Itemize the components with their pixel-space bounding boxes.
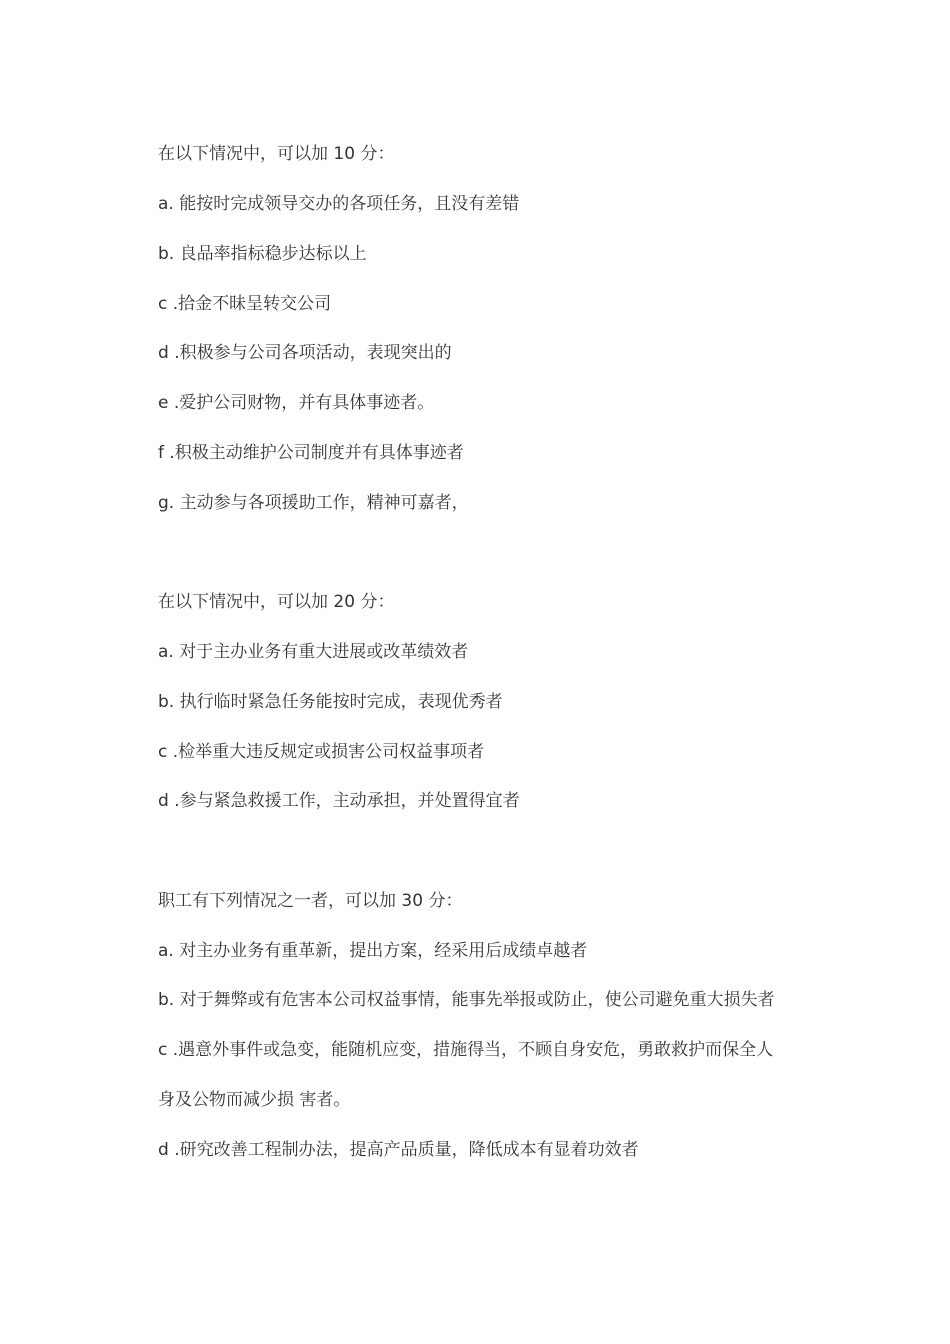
list-item: g. 主动参与各项援助工作，精神可嘉者， (158, 493, 469, 513)
list-item: a. 对于主办业务有重大进展或改革绩效者 (158, 642, 469, 662)
list-item: f .积极主动维护公司制度并有具体事迹者 (158, 443, 464, 463)
list-item: a. 能按时完成领导交办的各项任务，且没有差错 (158, 194, 520, 214)
list-item: b. 良品率指标稳步达标以上 (158, 244, 367, 264)
list-item: b. 对于舞弊或有危害本公司权益事情，能事先举报或防止，使公司避免重大损失者 (158, 990, 775, 1010)
list-item: c .检举重大违反规定或损害公司权益事项者 (158, 742, 485, 762)
list-item: d .参与紧急救援工作，主动承担，并处置得宜者 (158, 791, 520, 811)
list-item: c .遇意外事件或急变，能随机应变，措施得当，不顾自身安危，勇敢救护而保全人 (158, 1040, 774, 1060)
list-item: b. 执行临时紧急任务能按时完成，表现优秀者 (158, 692, 503, 712)
section-heading-20-points: 在以下情况中，可以加 20 分： (158, 592, 395, 612)
list-item: c .拾金不昧呈转交公司 (158, 294, 332, 314)
list-item: d .研究改善工程制办法，提高产品质量，降低成本有显着功效者 (158, 1140, 639, 1160)
section-heading-10-points: 在以下情况中，可以加 10 分： (158, 144, 395, 164)
list-item: a. 对主办业务有重革新，提出方案，经采用后成绩卓越者 (158, 941, 588, 961)
list-item: d .积极参与公司各项活动，表现突出的 (158, 343, 452, 363)
list-item: e .爱护公司财物，并有具体事迹者。 (158, 393, 435, 413)
list-item-continuation: 身及公物而减少损 害者。 (158, 1090, 351, 1110)
section-heading-30-points: 职工有下列情况之一者，可以加 30 分： (158, 891, 463, 911)
